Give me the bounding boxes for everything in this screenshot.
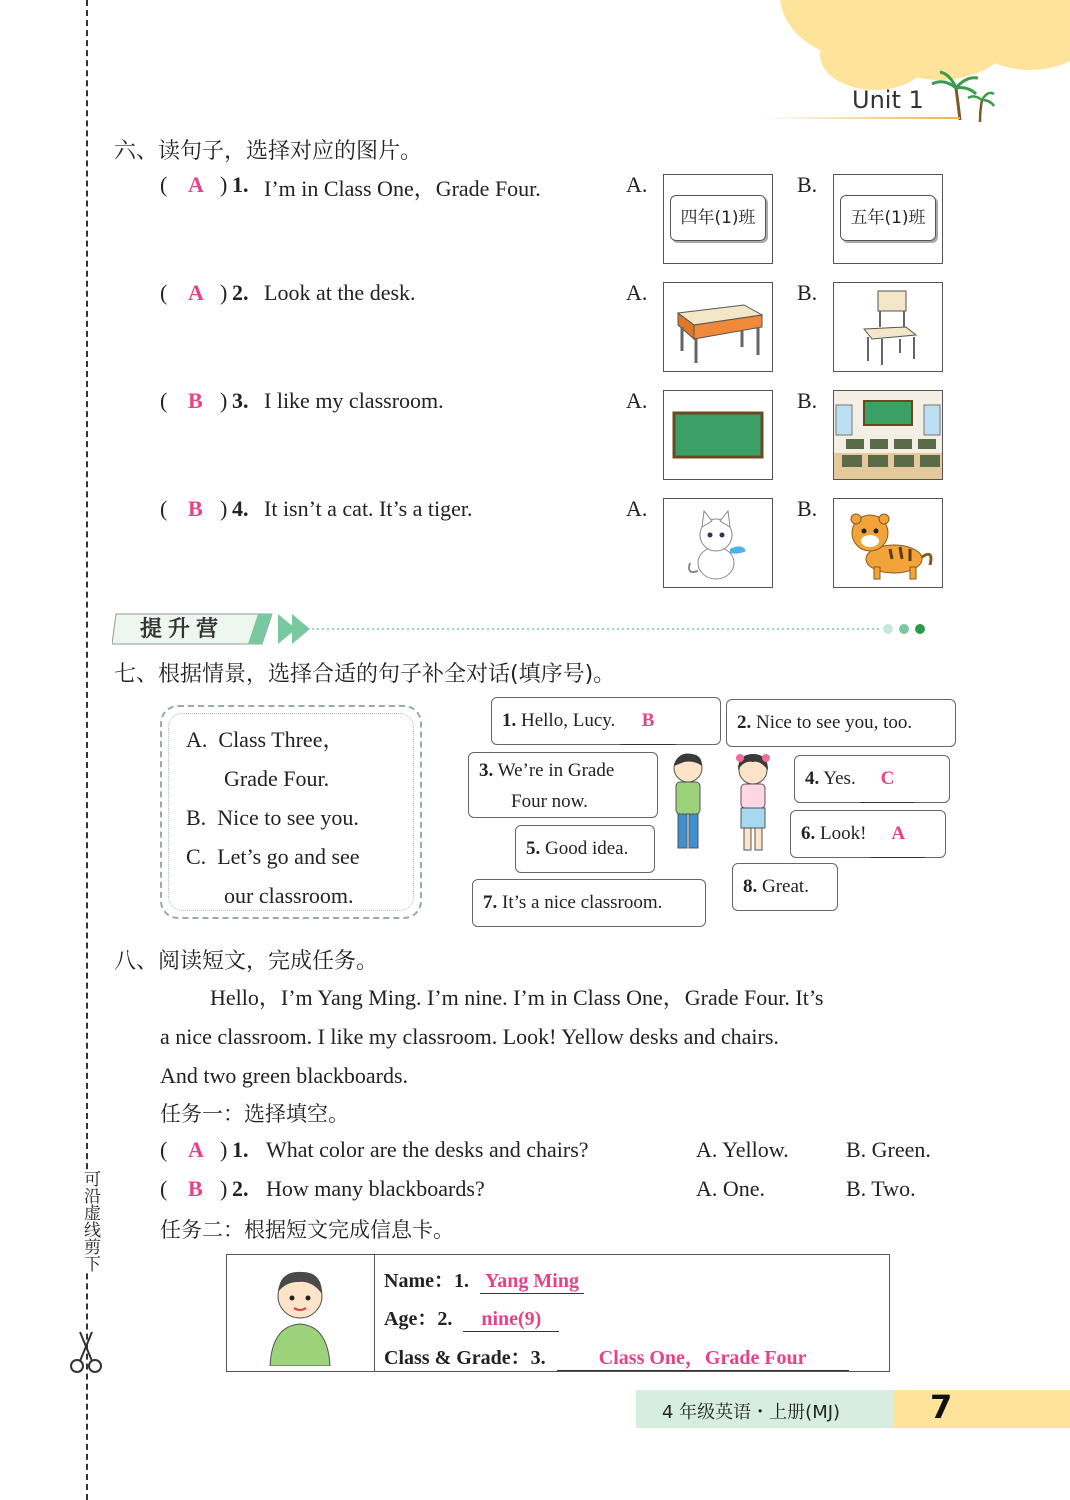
option-letter: C. xyxy=(186,844,207,869)
choice-b: B. Green. xyxy=(846,1137,931,1162)
option-text: our classroom. xyxy=(224,883,354,908)
dialogue-bubble: 2. Nice to see you, too. xyxy=(726,699,956,747)
question-number: 2. xyxy=(232,280,249,305)
boy-portrait-icon xyxy=(262,1262,338,1366)
classroom-icon xyxy=(834,391,942,479)
option-b-picture[interactable] xyxy=(833,390,943,480)
task1-title: 任务一：选择填空。 xyxy=(160,1102,349,1126)
tiger-icon xyxy=(834,499,942,587)
option-a-picture[interactable] xyxy=(663,390,773,480)
cut-line xyxy=(86,0,88,1500)
option-text: Nice to see you. xyxy=(217,805,359,830)
name-label: Name：1. xyxy=(384,1270,469,1292)
option-text: Let’s go and see xyxy=(217,844,360,869)
question-text: Look at the desk. xyxy=(264,280,416,305)
girl-character-icon xyxy=(726,752,780,860)
question-number: 3. xyxy=(232,388,249,413)
option-a-picture[interactable] xyxy=(663,282,773,372)
section6-title: 六、读句子，选择对应的图片。 xyxy=(114,139,423,164)
option-a-label: A. xyxy=(626,280,648,305)
answer-mark: A xyxy=(188,172,204,197)
option-b-label: B. xyxy=(797,496,818,521)
option-item xyxy=(186,720,416,915)
question-text: How many blackboards? xyxy=(266,1176,485,1201)
class-label: Class & Grade：3. xyxy=(384,1347,546,1369)
blackboard-icon xyxy=(664,391,772,479)
desk-icon xyxy=(664,283,772,371)
choice-a: A. Yellow. xyxy=(696,1137,789,1162)
question-number: 4. xyxy=(232,496,249,521)
class-sign: 五年(1)班 xyxy=(840,195,936,241)
scissors-icon xyxy=(68,1330,104,1374)
option-b-label: B. xyxy=(797,388,818,413)
answer-blank[interactable]: B xyxy=(620,698,676,745)
palm-tree-icon xyxy=(922,68,998,124)
card-divider xyxy=(374,1254,375,1372)
option-b-picture[interactable] xyxy=(833,498,943,588)
header-cloud xyxy=(820,20,930,90)
name-answer[interactable]: Yang Ming xyxy=(480,1270,584,1294)
option-b-picture[interactable] xyxy=(833,282,943,372)
age-answer[interactable]: nine(9) xyxy=(463,1308,559,1332)
answer-blank[interactable]: C xyxy=(860,756,914,803)
boy-character-icon xyxy=(664,750,712,860)
question-row: ( B ) 2. How many blackboards? A. One. B. Two. xyxy=(160,1176,916,1201)
question-number: 2. xyxy=(232,1176,249,1201)
answer-mark: B xyxy=(188,1176,203,1201)
option-a-label: A. xyxy=(626,388,648,413)
question-row: ( B ) 4. It isn’t a cat. It’s a tiger. xyxy=(160,496,473,521)
answer-mark: A xyxy=(188,280,204,305)
option-a-picture[interactable] xyxy=(663,174,773,264)
question-row: ( A ) 2. Look at the desk. xyxy=(160,280,416,305)
class-answer[interactable]: Class One，Grade Four xyxy=(557,1341,849,1371)
option-b-picture[interactable] xyxy=(833,174,943,264)
card-name-row xyxy=(384,1264,584,1294)
option-text: Grade Four. xyxy=(224,766,330,791)
option-b-label: B. xyxy=(797,280,818,305)
passage-line: And two green blackboards. xyxy=(160,1063,409,1088)
task2-title: 任务二：根据短文完成信息卡。 xyxy=(160,1218,454,1242)
question-row: ( B ) 3. I like my classroom. xyxy=(160,388,444,413)
question-number: 1. xyxy=(232,1137,249,1162)
passage-line: Hello，I’m Yang Ming. I’m nine. I’m in Class One，Grade Four. It’s xyxy=(210,985,824,1010)
card-class-row xyxy=(384,1341,849,1371)
option-letter: B. xyxy=(186,805,207,830)
unit-title: Unit 1 xyxy=(852,86,924,114)
option-a-picture[interactable] xyxy=(663,498,773,588)
question-text: What color are the desks and chairs? xyxy=(266,1137,589,1162)
question-text: I’m in Class One，Grade Four. xyxy=(264,176,541,201)
class-sign: 四年(1)班 xyxy=(670,195,766,241)
answer-mark: B xyxy=(188,496,203,521)
question-row: ( A ) 1. I’m in Class One，Grade Four. xyxy=(160,172,541,201)
chair-icon xyxy=(834,283,942,371)
footer-book-title: 4 年级英语・上册(MJ) xyxy=(662,1402,841,1423)
card-age-row xyxy=(384,1302,559,1332)
dialogue-bubble: 5. Good idea. xyxy=(515,825,655,873)
question-number: 1. xyxy=(232,172,249,197)
choice-b: B. Two. xyxy=(846,1176,916,1201)
option-text: Class Three， xyxy=(218,727,345,752)
dialogue-bubble: 7. It’s a nice classroom. xyxy=(472,879,706,927)
answer-mark: B xyxy=(188,388,203,413)
banner-label: 提升营 xyxy=(140,617,225,642)
cat-icon xyxy=(664,499,772,587)
age-label: Age：2. xyxy=(384,1308,453,1330)
cut-note: 可沿虚线剪下 xyxy=(74,1170,100,1272)
choice-a: A. One. xyxy=(696,1176,766,1201)
dialogue-bubble: 8. Great. xyxy=(732,863,838,911)
question-text: It isn’t a cat. It’s a tiger. xyxy=(264,496,473,521)
banner-ribbon xyxy=(112,610,932,650)
page-number: 7 xyxy=(930,1388,953,1426)
option-b-label: B. xyxy=(797,172,818,197)
dialogue-bubble: 6. Look! A xyxy=(790,810,946,858)
dialogue-bubble: 3. We’re in Grade Four now. xyxy=(468,752,658,818)
dialogue-bubble: 4. Yes. C xyxy=(794,755,950,803)
passage-line: a nice classroom. I like my classroom. Look! Yellow desks and chairs. xyxy=(160,1024,779,1049)
section7-title: 七、根据情景，选择合适的句子补全对话(填序号)。 xyxy=(114,662,616,687)
option-a-label: A. xyxy=(626,496,648,521)
answer-mark: A xyxy=(188,1137,204,1162)
answer-blank[interactable]: A xyxy=(871,811,925,858)
dialogue-bubble: 1. Hello, Lucy. B xyxy=(491,697,721,745)
option-letter: A. xyxy=(186,727,208,752)
footer-page-band xyxy=(894,1390,1070,1428)
section8-title: 八、阅读短文，完成任务。 xyxy=(114,949,379,974)
unit-underline xyxy=(760,117,960,119)
question-text: I like my classroom. xyxy=(264,388,444,413)
question-row: ( A ) 1. What color are the desks and chairs? A. Yellow. B. Green. xyxy=(160,1137,931,1162)
option-a-label: A. xyxy=(626,172,648,197)
reading-passage xyxy=(160,978,960,1095)
